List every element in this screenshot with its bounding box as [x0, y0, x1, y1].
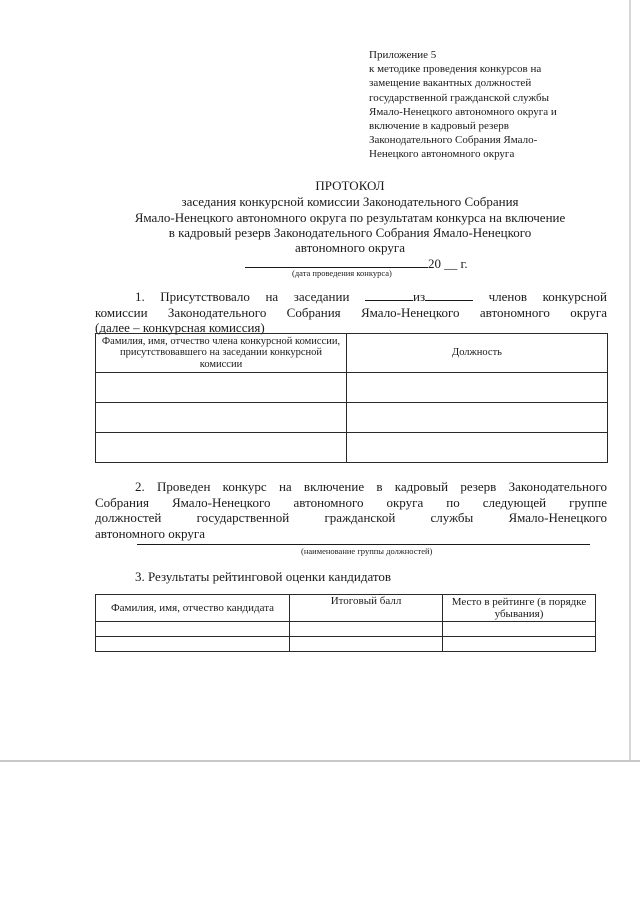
- table-cell: [96, 622, 290, 637]
- date-caption: (дата проведения конкурса): [292, 268, 392, 278]
- date-suffix: 20 __ г.: [428, 256, 468, 271]
- section-2-paragraph: [95, 479, 607, 541]
- table-header: Должность: [347, 334, 608, 373]
- table-header: Фамилия, имя, отчество кандидата: [96, 595, 290, 622]
- table-cell: [96, 403, 347, 433]
- table-cell: [443, 622, 596, 637]
- rating-table: [95, 594, 596, 652]
- section-1-line: (далее – конкурсная комиссия): [95, 320, 265, 335]
- table-header: Место в рейтинге (в порядке убывания): [443, 595, 596, 622]
- table-cell: [96, 637, 290, 652]
- table-cell: [347, 403, 608, 433]
- position-group-caption: (наименование группы должностей): [301, 546, 433, 556]
- table-row: [96, 637, 596, 652]
- appendix-block: [369, 48, 599, 162]
- commission-table: [95, 333, 608, 463]
- table-cell: [96, 433, 347, 463]
- present-count-blank: [365, 289, 413, 301]
- table-cell: [96, 373, 347, 403]
- document-title: ПРОТОКОЛ: [315, 178, 385, 193]
- date-blank: [245, 255, 428, 268]
- appendix-line: к методике проведения конкурсов на: [369, 63, 542, 76]
- page-edge-bottom: [0, 760, 640, 762]
- table-cell: [443, 637, 596, 652]
- section-2-line: Собрания Ямало-Ненецкого автономного округа по следующей группе: [95, 494, 607, 510]
- table-row: [96, 403, 608, 433]
- appendix-line: государственной гражданской службы: [369, 91, 549, 104]
- table-cell: [347, 373, 608, 403]
- document-subtitle-line: заседания конкурсной комиссии Законодательного Собрания: [181, 194, 519, 209]
- table-cell: [290, 637, 443, 652]
- table-cell: [347, 433, 608, 463]
- table-row: [96, 373, 608, 403]
- section-1-paragraph: [95, 289, 607, 336]
- appendix-line: Законодательного Собрания Ямало-: [369, 134, 538, 147]
- position-group-line: [137, 544, 590, 545]
- total-count-blank: [425, 289, 473, 301]
- section-2-line: 2. Проведен конкурс на включение в кадровый резерв Законодательного: [135, 479, 607, 494]
- table-header: Итоговый балл: [290, 595, 443, 622]
- appendix-line: Приложение 5: [369, 49, 437, 61]
- table-header: Фамилия, имя, отчество члена конкурсной комиссии, присутствовавшего на заседании конкурсной комиссии: [96, 334, 347, 373]
- table-row: [96, 622, 596, 637]
- document-subtitle-line: Ямало-Ненецкого автономного округа по результатам конкурса на включение: [134, 210, 566, 225]
- appendix-line: Ненецкого автономного округа: [369, 148, 515, 161]
- table-cell: [290, 622, 443, 637]
- table-row: [96, 433, 608, 463]
- page-edge-right: [629, 0, 631, 760]
- document-subtitle-line: автономного округа: [295, 240, 405, 255]
- section-2-line: должностей государственной гражданской службы Ямало-Ненецкого: [95, 510, 607, 525]
- section-2-line: автономного округа: [95, 525, 205, 541]
- section-3-heading: 3. Результаты рейтинговой оценки кандидатов: [135, 569, 392, 584]
- section-1-line: 1. Присутствовало на заседании из членов конкурсной: [135, 289, 607, 304]
- appendix-line: Ямало-Ненецкого автономного округа и: [369, 105, 557, 118]
- document-subtitle-line: в кадровый резерв Законодательного Собрания Ямало-Ненецкого: [168, 225, 532, 240]
- appendix-line: включение в кадровый резерв: [369, 120, 509, 133]
- appendix-line: замещение вакантных должностей: [369, 77, 532, 90]
- section-1-line: комиссии Законодательного Собрания Ямало-Ненецкого автономного округа: [95, 304, 607, 320]
